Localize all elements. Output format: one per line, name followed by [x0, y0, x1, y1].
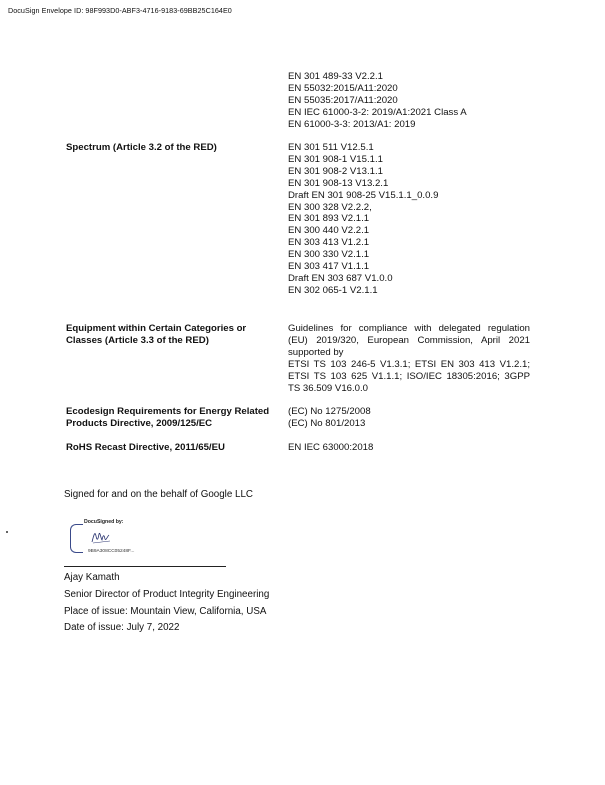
signed-on-behalf-text: Signed for and on the behalf of Google LLC [64, 489, 254, 500]
equipment-label [66, 323, 246, 347]
list-item: EN 303 417 V1.1.1 [288, 261, 370, 273]
emc-standards-list [288, 71, 467, 131]
signature-id: 9B9A308CC05248F... [88, 549, 135, 554]
list-item: EN 301 893 V2.1.1 [288, 213, 370, 225]
list-item: EN 300 328 V2.2.2, [288, 201, 372, 213]
docusign-signature-box [70, 518, 160, 556]
stray-mark [6, 531, 8, 533]
list-item: EN 300 440 V2.2.1 [288, 225, 370, 237]
list-item: Draft EN 301 908-25 V15.1.1_0.0.9 [288, 189, 439, 201]
signatory-title: Senior Director of Product Integrity Engineering [64, 588, 270, 600]
equipment-text-line: ETSI TS 103 246-5 V1.3.1; ETSI EN 303 413 V1.2.1; [288, 358, 530, 370]
list-item: Draft EN 303 687 V1.0.0 [288, 272, 393, 284]
list-item: EN 55035:2017/A11:2020 [288, 94, 398, 106]
ecodesign-label-line: Products Directive, 2009/125/EC [66, 417, 213, 429]
spectrum-standards-list [288, 142, 438, 297]
equipment-label-line: Classes (Article 3.3 of the RED) [66, 334, 209, 346]
list-item: (EC) No 1275/2008 [288, 406, 371, 417]
list-item: EN IEC 61000-3-2: 2019/A1:2021 Class A [288, 106, 467, 118]
list-item: EN 303 413 V1.2.1 [288, 237, 370, 249]
signature-frame [70, 524, 83, 553]
ecodesign-values [288, 406, 371, 430]
equipment-label-line: Equipment within Certain Categories or [66, 323, 247, 334]
list-item: EN 55032:2015/A11:2020 [288, 82, 398, 94]
equipment-text-line: Guidelines for compliance with delegated regulation [288, 323, 530, 334]
list-item: EN 301 908-13 V13.2.1 [288, 177, 389, 189]
list-item: EN 301 908-1 V15.1.1 [288, 153, 383, 165]
date-of-issue: Date of issue: July 7, 2022 [64, 622, 180, 634]
list-item: (EC) No 801/2013 [288, 417, 366, 429]
ecodesign-label [66, 406, 269, 430]
list-item: EN 302 065-1 V2.1.1 [288, 284, 378, 296]
list-item: EN 300 330 V2.1.1 [288, 249, 370, 261]
rohs-label: RoHS Recast Directive, 2011/65/EU [66, 442, 225, 453]
place-of-issue: Place of issue: Mountain View, California, USA [64, 605, 267, 617]
handwritten-signature-icon [90, 528, 112, 546]
list-item: EN 301 489-33 V2.2.1 [288, 71, 383, 82]
spectrum-label: Spectrum (Article 3.2 of the RED) [66, 142, 217, 153]
equipment-text-line: (EU) 2019/320, European Commission, April 2021 [288, 334, 530, 346]
equipment-text-line: supported by [288, 346, 344, 358]
rohs-value: EN IEC 63000:2018 [288, 442, 374, 453]
equipment-text-line: TS 36.509 V16.0.0 [288, 382, 369, 394]
list-item: EN 301 908-2 V13.1.1 [288, 165, 383, 177]
docusigned-by-label: DocuSigned by: [84, 519, 124, 525]
envelope-id: DocuSign Envelope ID: 98F993D0-ABF3-4716-9183-69BB25C164E0 [8, 6, 232, 15]
equipment-text [288, 323, 530, 394]
list-item: EN 301 511 V12.5.1 [288, 142, 374, 153]
signatory-name: Ajay Kamath [64, 572, 120, 583]
equipment-text-line: ETSI TS 103 625 V1.1.1; ISO/IEC 18305:2016; 3GPP [288, 370, 530, 382]
signatory-block [64, 570, 269, 637]
ecodesign-label-line: Ecodesign Requirements for Energy Related [66, 406, 270, 417]
list-item: EN 61000-3-3: 2013/A1: 2019 [288, 118, 416, 130]
signature-line [64, 566, 226, 567]
